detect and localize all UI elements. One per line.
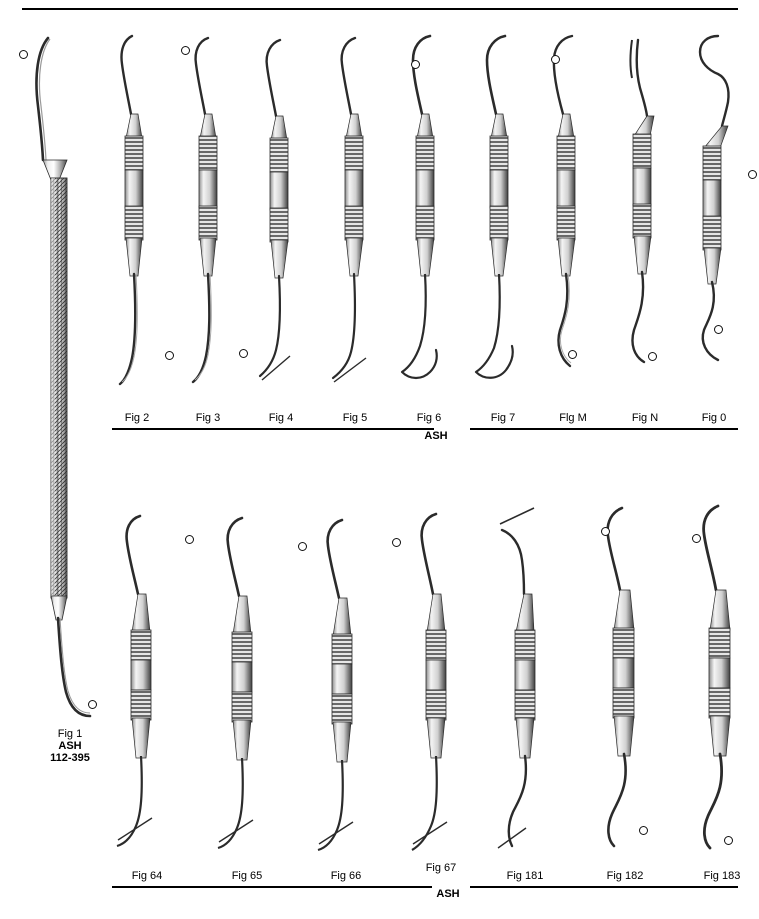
- registration-dot: [724, 836, 733, 845]
- caption-fig-3: [178, 412, 238, 424]
- caption-fig-182: [594, 870, 656, 882]
- caption-fig-181: [494, 870, 556, 882]
- registration-dot: [639, 826, 648, 835]
- caption-label: Fig 64: [131, 870, 163, 882]
- group-rule-top-right: [470, 428, 738, 430]
- caption-label: Fig 65: [231, 870, 263, 882]
- caption-label: Fig 66: [330, 870, 362, 882]
- caption-label: Fig 7: [490, 412, 516, 424]
- caption-fig-7: [473, 412, 533, 424]
- caption-flg-m: [543, 412, 603, 424]
- caption-label: Fig 1: [57, 728, 83, 740]
- registration-dot: [165, 351, 174, 360]
- caption-fig-66: [315, 870, 377, 882]
- caption-label: Fig 182: [606, 870, 644, 882]
- registration-dot: [551, 55, 560, 64]
- caption-code: 112-395: [50, 752, 90, 764]
- caption-label: Fig N: [631, 412, 659, 424]
- instrument-fig-181: [486, 500, 562, 856]
- instrument-fig-66: [312, 514, 382, 850]
- caption-label: Fig 0: [701, 412, 727, 424]
- instrument-fig-1: [10, 20, 120, 720]
- registration-dot: [748, 170, 757, 179]
- instrument-fig-n: [612, 32, 674, 388]
- registration-dot: [714, 325, 723, 334]
- registration-dot: [239, 349, 248, 358]
- registration-dot: [648, 352, 657, 361]
- caption-fig-5: [325, 412, 385, 424]
- caption-fig-1: [20, 728, 120, 764]
- group-rule-top-left: [112, 428, 434, 430]
- instrument-fig-2: [108, 28, 170, 400]
- registration-dot: [185, 535, 194, 544]
- registration-dot: [88, 700, 97, 709]
- caption-label: Fig 181: [506, 870, 544, 882]
- registration-dot: [411, 60, 420, 69]
- caption-fig-0: [684, 412, 744, 424]
- caption-fig-2: [107, 412, 167, 424]
- registration-dot: [298, 542, 307, 551]
- caption-label: Fig 2: [124, 412, 150, 424]
- caption-fig-67: [410, 862, 472, 874]
- caption-fig-65: [216, 870, 278, 882]
- caption-fig-n: [615, 412, 675, 424]
- instrument-fig-183: [684, 498, 759, 854]
- caption-label: Fig 183: [703, 870, 741, 882]
- group-rule-bottom-left: [112, 886, 432, 888]
- caption-label: Fig 5: [342, 412, 368, 424]
- instrument-flg-m: [540, 30, 602, 388]
- caption-label: Fig 67: [425, 862, 457, 874]
- caption-fig-183: [691, 870, 753, 882]
- instrument-fig-6: [398, 28, 460, 388]
- instrument-fig-4: [252, 34, 314, 386]
- group-label-ash-bottom: [418, 888, 478, 900]
- instrument-fig-67: [404, 508, 474, 856]
- registration-dot: [19, 50, 28, 59]
- group-rule-bottom-right: [470, 886, 738, 888]
- top-rule: [22, 8, 738, 10]
- caption-brand: ASH: [58, 740, 82, 752]
- instrument-fig-182: [588, 500, 664, 852]
- group-label: ASH: [436, 888, 460, 900]
- registration-dot: [392, 538, 401, 547]
- caption-fig-6: [399, 412, 459, 424]
- instrument-fig-7: [472, 28, 534, 388]
- caption-fig-64: [116, 870, 178, 882]
- registration-dot: [692, 534, 701, 543]
- caption-label: Flg M: [559, 412, 587, 424]
- group-label: ASH: [424, 430, 448, 442]
- instrument-fig-65: [212, 512, 282, 850]
- registration-dot: [568, 350, 577, 359]
- instrument-fig-64: [112, 510, 182, 850]
- instrument-fig-5: [326, 32, 388, 388]
- caption-label: Fig 3: [195, 412, 221, 424]
- caption-label: Fig 4: [268, 412, 294, 424]
- caption-fig-4: [251, 412, 311, 424]
- instrument-fig-0: [678, 26, 746, 392]
- instrument-fig-3: [182, 30, 244, 398]
- group-label-ash-top: [406, 430, 466, 442]
- caption-label: Fig 6: [416, 412, 442, 424]
- registration-dot: [601, 527, 610, 536]
